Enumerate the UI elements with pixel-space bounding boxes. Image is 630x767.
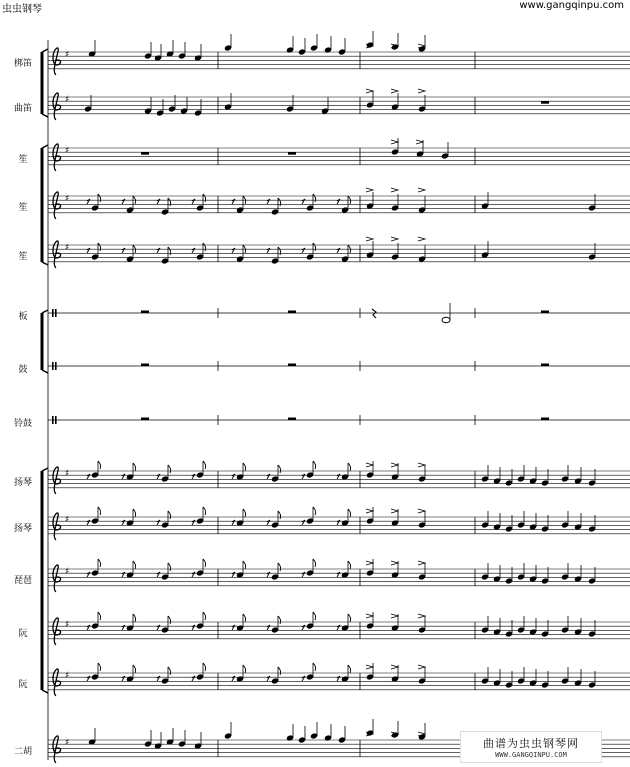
staff [48,303,630,323]
eighth-rest [232,199,235,204]
accent-mark [418,188,425,192]
accent-mark [366,463,373,467]
eighth-rest [232,676,235,681]
staff [48,663,630,696]
eighth-rest [122,474,125,479]
instrument-label: 曲笛 [13,104,32,114]
quarter-rest [372,309,376,318]
bracket-hook [42,49,48,52]
staff [48,461,630,494]
rest [141,311,149,314]
eighth-rest [122,625,125,630]
eighth-rest [267,199,270,204]
eighth-rest [157,248,160,253]
instrument-label: 梆笛 [13,59,32,69]
rest [288,418,296,421]
key-signature: ♯ [65,194,70,204]
accent-mark [366,237,373,241]
instrument-label: 扬琴 [13,524,32,534]
accent-mark [366,188,373,192]
bracket-hook [42,114,48,117]
eighth-rest [87,625,90,630]
bracket-hook [42,145,48,148]
rest [541,101,549,104]
accent-mark [366,665,373,669]
eighth-rest [232,572,235,577]
staff [48,612,630,645]
key-signature: ♯ [65,146,70,156]
rest [541,311,549,314]
eighth-rest [122,572,125,577]
eighth-rest [157,676,160,681]
eighth-rest [87,572,90,577]
perc-clef [55,309,57,317]
eighth-rest [302,199,305,204]
eighth-rest [267,474,270,479]
accent-mark [391,140,398,144]
key-signature: ♯ [65,671,70,681]
accent-mark [391,509,398,513]
perc-clef [52,362,54,370]
accent-mark [418,89,425,93]
key-signature: ♯ [65,95,70,105]
eighth-rest [157,625,160,630]
accent-mark [418,509,425,513]
eighth-rest [192,474,195,479]
eighth-rest [302,248,305,253]
accent-mark [391,665,398,669]
rest [288,311,296,314]
site-url-header: www.gangqinpu.com [519,0,624,11]
eighth-rest [337,520,340,525]
rest [141,364,149,367]
eighth-rest [157,520,160,525]
rest [141,152,149,155]
bracket-hook [42,690,48,693]
accent-mark [416,140,423,144]
eighth-rest [157,474,160,479]
eighth-rest [192,676,195,681]
rest [541,418,549,421]
key-signature: ♯ [65,620,70,630]
staff [48,138,630,171]
eighth-rest [157,572,160,577]
bracket-hook [42,468,48,471]
eighth-rest [267,572,270,577]
staff [48,507,630,540]
eighth-rest [192,625,195,630]
eighth-rest [87,474,90,479]
instrument-label: 铃鼓 [13,419,32,429]
watermark-text: 曲谱为虫虫钢琴网 [483,737,579,750]
eighth-rest [267,625,270,630]
staff [48,559,630,592]
staff [48,31,630,75]
instrument-label: 阮 [18,680,28,690]
eighth-rest [232,248,235,253]
perc-clef [52,309,54,317]
perc-clef [55,416,57,424]
eighth-rest [337,625,340,630]
eighth-rest [122,676,125,681]
rest [288,152,296,155]
eighth-rest [267,520,270,525]
eighth-rest [87,520,90,525]
eighth-rest [232,474,235,479]
eighth-rest [302,676,305,681]
instrument-label: 二胡 [13,747,32,757]
accent-mark [418,614,425,618]
instrument-label: 板 [18,312,28,322]
accent-mark [391,237,398,241]
eighth-rest [302,520,305,525]
key-signature: ♯ [65,515,70,525]
key-signature: ♯ [65,567,70,577]
watermark-url: WWW.GANGQINPU.COM [495,751,567,759]
eighth-rest [302,474,305,479]
key-signature: ♯ [65,469,70,479]
accent-mark [391,89,398,93]
eighth-rest [157,199,160,204]
perc-clef [55,362,57,370]
accent-mark [418,561,425,565]
accent-mark [366,89,373,93]
perc-clef [52,416,54,424]
eighth-rest [122,520,125,525]
accent-mark [418,237,425,241]
instrument-label: 笙 [18,252,28,262]
eighth-rest [192,248,195,253]
key-signature: ♯ [65,243,70,253]
eighth-rest [337,676,340,681]
key-signature: ♯ [65,738,70,748]
accent-mark [418,665,425,669]
instrument-label: 琵琶 [13,576,32,586]
staff [48,188,630,219]
staff [48,89,630,120]
accent-mark [391,614,398,618]
eighth-rest [232,520,235,525]
accent-mark [418,463,425,467]
eighth-rest [192,520,195,525]
staff [48,361,630,371]
watermark-stamp [460,731,602,763]
accent-mark [391,463,398,467]
bracket-hook [42,370,48,373]
accent-mark [366,614,373,618]
eighth-rest [302,625,305,630]
instrument-label: 笙 [18,155,28,165]
accent-mark [366,509,373,513]
eighth-rest [122,199,125,204]
eighth-rest [192,572,195,577]
bracket-hook [42,262,48,265]
site-name-header: 虫虫钢琴 [2,4,42,15]
eighth-rest [232,625,235,630]
eighth-rest [87,676,90,681]
staff [48,237,630,268]
eighth-rest [192,199,195,204]
eighth-rest [87,199,90,204]
accent-mark [391,561,398,565]
rest [141,418,149,421]
eighth-rest [337,572,340,577]
eighth-rest [337,474,340,479]
instrument-label: 阮 [18,629,28,639]
eighth-rest [302,572,305,577]
accent-mark [366,561,373,565]
staff [48,415,630,425]
note-head [442,317,450,323]
eighth-rest [267,248,270,253]
instrument-label: 笙 [18,203,28,213]
accent-mark [391,188,398,192]
eighth-rest [337,248,340,253]
rest [541,364,549,367]
key-signature: ♯ [65,50,70,60]
instrument-label: 鼓 [18,365,28,375]
rest [288,364,296,367]
bracket-hook [42,310,48,313]
eighth-rest [87,248,90,253]
eighth-rest [337,199,340,204]
eighth-rest [267,676,270,681]
instrument-label: 扬琴 [13,478,32,488]
eighth-rest [122,248,125,253]
